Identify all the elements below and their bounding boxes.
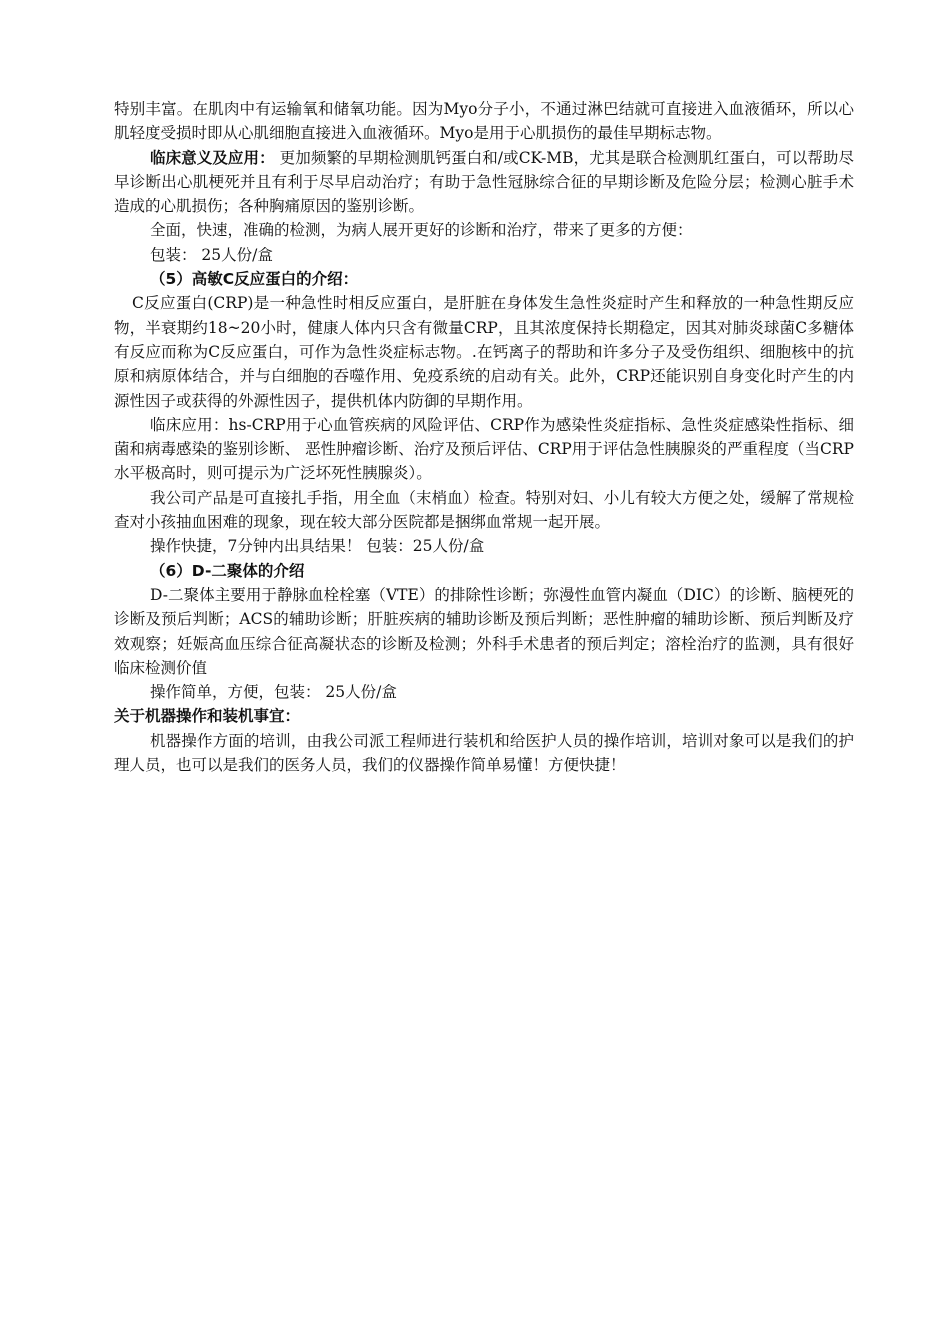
paragraph-company-product: 我公司产品是可直接扎手指，用全血（末梢血）检查。特别对妇、小儿有较大方便之处，缓解了常规检查对小孩抽血困难的现象，现在较大部分医院都是捆绑血常规一起开展。 <box>114 488 854 532</box>
clinical-significance-text: 更加频繁的早期检测肌钙蛋白和/或CK-MB，尤其是联合检测肌红蛋白，可以帮助尽早诊断出心肌梗死并且有利于尽早启动治疗；有助于急性冠脉综合征的早期诊断及危险分层；检测心脏手术造成的心肌损伤；各种胸痛原因的鉴别诊断。 <box>114 148 854 216</box>
paragraph-packaging-3: 操作简单，方便，包装： 25人份/盒 <box>150 683 397 702</box>
heading-hs-crp: （5）高敏C反应蛋白的介绍： <box>150 270 359 289</box>
heading-machine-operation: 关于机器操作和装机事宜： <box>114 707 301 726</box>
clinical-significance-label: 临床意义及应用： <box>150 148 275 167</box>
paragraph-comprehensive-detection: 全面，快速，准确的检测，为病人展开更好的诊断和治疗，带来了更多的方便： <box>150 221 693 240</box>
paragraph-crp-intro: C反应蛋白(CRP)是一种急性时相反应蛋白，是肝脏在身体发生急性炎症时产生和释放的一种急性期反应物，半衰期约18~20小时，健康人体内只含有微量CRP，且其浓度保持长期稳定，因其对肺炎球菌C多糖体有反应而称为C反应蛋白，可作为急性炎症标志物。.在钙离子的帮助和许多分子及受伤组织、细胞核中的抗原和病原体结合，并与白细胞的吞噬作用、免疫系统的启动有关。此外，CRP还能识别自身变化时产生的内源性因子或获得的外源性因子，提供机体内防御的早期作用。 <box>114 294 854 410</box>
paragraph-packaging-2: 操作快捷，7分钟内出具结果！ 包装：25人份/盒 <box>150 537 485 556</box>
paragraph-d-dimer-intro: D-二聚体主要用于静脉血栓栓塞（VTE）的排除性诊断；弥漫性血管内凝血（DIC）的诊断、脑梗死的诊断及预后判断；ACS的辅助诊断；肝脏疾病的辅助诊断及预后判断；恶性肿瘤的辅助诊断、预后判断及疗效观察；妊娠高血压综合征高凝状态的诊断及检测；外科手术患者的预后判定；溶栓治疗的监测，具有很好临床检测价值 <box>114 585 854 677</box>
paragraph-myo-intro: 特别丰富。在肌肉中有运输氧和储氧功能。因为Myo分子小，不通过淋巴结就可直接进入血液循环，所以心肌轻度受损时即从心肌细胞直接进入血液循环。Myo是用于心肌损伤的最佳早期标志物。 <box>114 100 854 143</box>
paragraph-clinical-significance <box>114 146 854 219</box>
paragraph-packaging-1: 包装： 25人份/盒 <box>150 245 273 264</box>
paragraph-machine-training: 机器操作方面的培训，由我公司派工程师进行装机和给医护人员的操作培训，培训对象可以是我们的护理人员，也可以是我们的医务人员，我们的仪器操作简单易懂！方便快捷！ <box>114 731 854 775</box>
heading-d-dimer: （6）D-二聚体的介绍 <box>150 561 305 580</box>
paragraph-crp-clinical-use: 临床应用：hs-CRP用于心血管疾病的风险评估、CRP作为感染性炎症指标、急性炎症感染性指标、细菌和病毒感染的鉴别诊断、 恶性肿瘤诊断、治疗及预后评估、CRP用于评估急性胰腺炎的严重程度（当CRP水平极高时，则可提示为广泛坏死性胰腺炎）。 <box>114 415 854 483</box>
document-page <box>114 97 854 777</box>
